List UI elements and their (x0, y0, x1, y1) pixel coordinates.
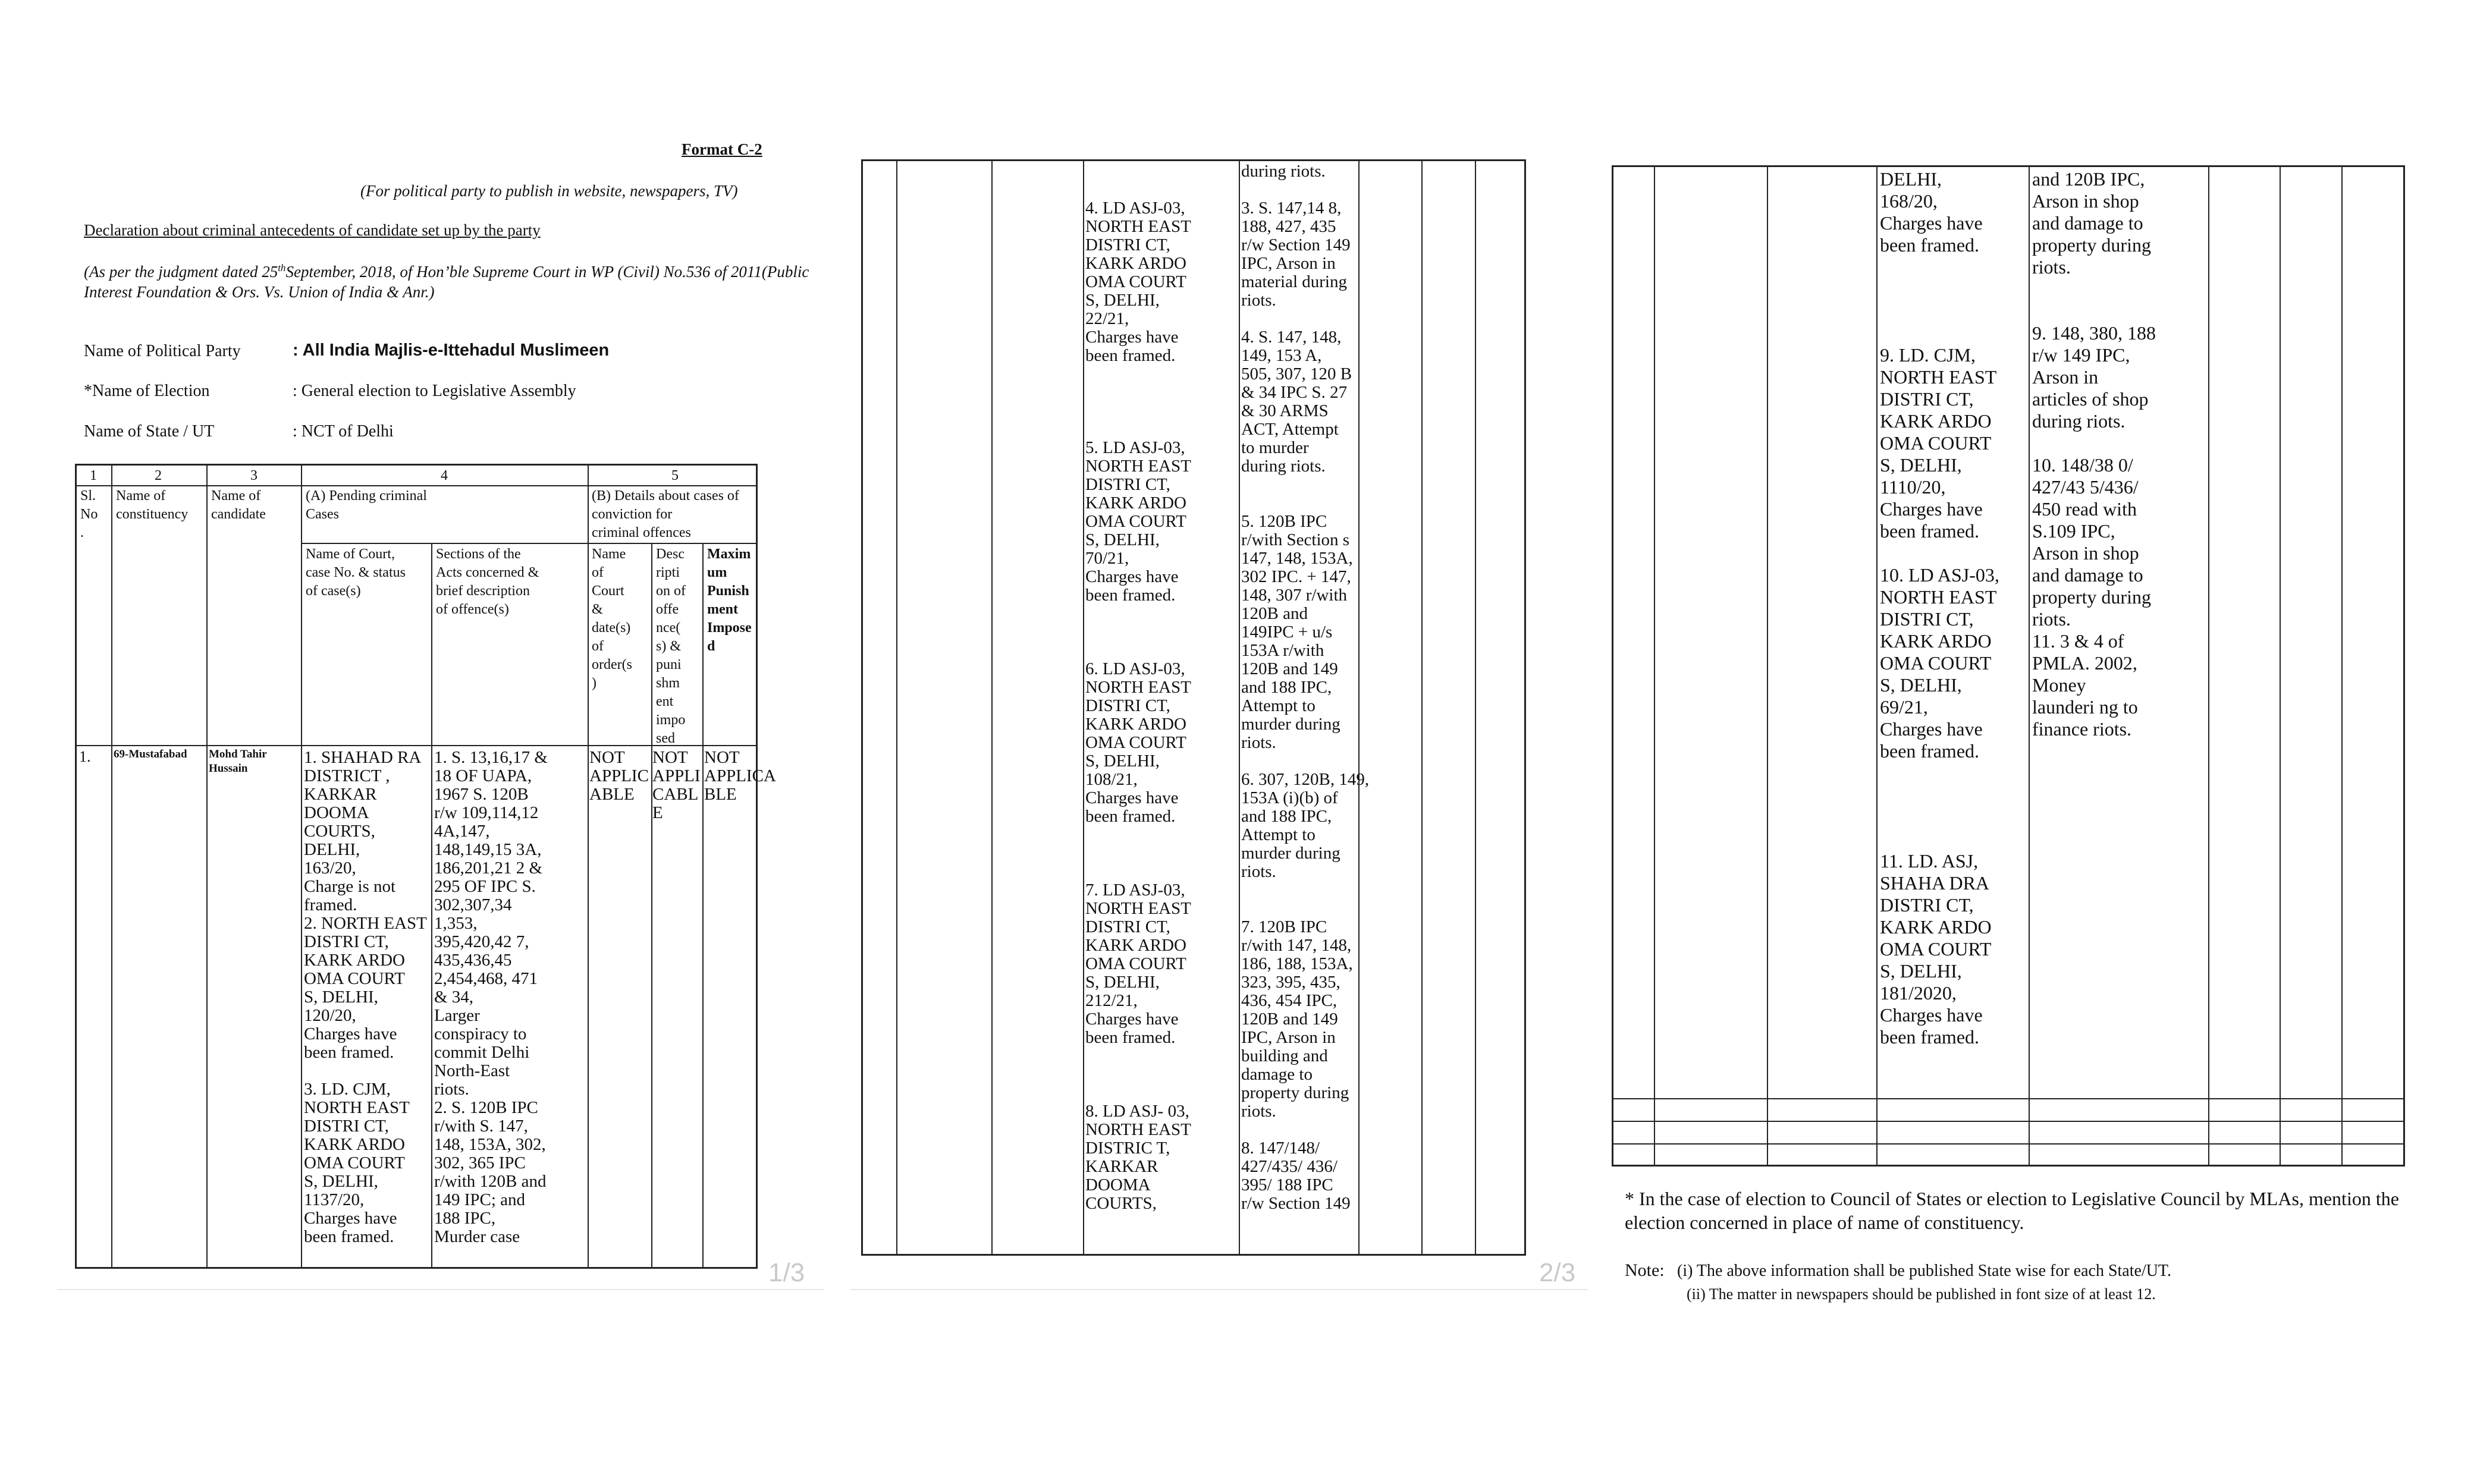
court-entries-2: 4. LD ASJ-03, NORTH EAST DISTRI CT, KARK ARDO OMA COURT S, DELHI, 22/21, Charges have been framed. 5. LD ASJ-03, NORTH EAST DISTRI CT, KARK ARDO OMA COURT S, DELHI, 70/21, Charges have been framed. 6. LD ASJ-03, NORTH EAST DISTRI CT, KARK ARDO OMA COURT S, DELHI, 108/21, Charges have been framed. 7. LD ASJ-03, NORTH EAST DISTRI CT, KARK ARDO OMA COURT S, DELHI, 212/21, Charges have been framed. 8. LD ASJ- 03, NORTH EAST DISTRIC T, KARKAR DOOMA COURTS, (1085, 199, 1191, 1213)
page-number-1: 1/3 (768, 1258, 805, 1287)
continued-table-page-3 (1612, 165, 2405, 1167)
header-court-name: Name of Court & date(s) of order(s ) (592, 546, 632, 691)
section-entries-2: during riots. 3. S. 147,14 8, 188, 427, 435 r/w Section 149 IPC, Arson in material during riots. 4. S. 147, 148, 149, 153 A, 505, 307, 120 B & 34 IPC S. 27 & 30 ARMS ACT, Attempt to murder during riots. 5. 120B IPC r/with Section s 147, 148, 153A, 302 IPC. + 147, 148, 307 r/with 120B and 149IPC + u/s 153A r/with 120B and 149 and 188 IPC, Attempt to murder during riots. 6. 307, 120B, 149, 153A (i)(b) of and 188 IPC, Attempt to murder during riots. 7. 120B IPC r/with 147, 148, 186, 188, 153A, 323, 395, 435, 436, 454 IPC, 120B and 149 IPC, Arson in building and damage to property during riots. 8. 147/148/ 427/435/ 436/ 395/ 188 IPC r/w Section 149 (1241, 162, 1370, 1213)
note-label: Note: (1625, 1260, 1665, 1280)
row-constituency: 69-Mustafabad (114, 748, 187, 760)
page-1 (57, 119, 830, 1308)
election-label: *Name of Election (84, 382, 210, 400)
header-constituency: Name of constituency (116, 488, 189, 522)
header-candidate: Name of candidate (211, 488, 266, 522)
judgment-pre: (As per the judgment dated 25 (84, 263, 278, 281)
court-entries-3: DELHI, 168/20, Charges have been framed. 9. LD. CJM, NORTH EAST DISTRI CT, KARK ARDO OMA COURT S, DELHI, 1110/20, Charges have been framed. 10. LD ASJ-03, NORTH EAST DISTRI CT, KARK ARDO OMA COURT S, DELHI, 69/21, Charges have been framed. 11. LD. ASJ, SHAHA DRA DISTRI CT, KARK ARDO OMA COURT S, DELHI, 181/2020, Charges have been framed. (1880, 168, 1999, 1048)
header-sl-no: Sl. No . (80, 488, 98, 540)
header-pending-cases: (A) Pending criminal Cases (306, 488, 427, 522)
section-entries-1: 1. S. 13,16,17 & 18 OF UAPA, 1967 S. 120B r/w 109,114,12 4A,147, 148,149,15 3A, 186,201,21 2 & 295 OF IPC S. 302,307,34 1,353, 395,420,42 7, 435,436,45 2,454,468, 471 & 34, Larger conspiracy to commit Delhi North-East riots. 2. S. 120B IPC r/with S. 147, 148, 153A, 302, 302, 365 IPC r/with 120B and 149 IPC; and 188 IPC, Murder case (434, 748, 548, 1246)
page-3 (1606, 119, 2438, 1308)
format-title: Format C-2 (682, 140, 762, 158)
note-2: (ii) The matter in newspapers should be published in font size of at least 12. (1687, 1285, 2156, 1303)
state-label: Name of State / UT (84, 422, 215, 441)
header-max-punishment: Maxim um Punish ment Impose d (707, 546, 752, 654)
court-entries-1: 1. SHAHAD RA DISTRICT , KARKAR DOOMA COURTS, DELHI, 163/20, Charge is not framed. 2. NORTH EAST DISTRI CT, KARK ARDO OMA COURT S, DELHI, 120/20, Charges have been framed. 3. LD. CJM, NORTH EAST DISTRI CT, KARK ARDO OMA COURT S, DELHI, 1137/20, Charges have been framed. (304, 748, 427, 1246)
election-value: : General election to Legislative Assembly (293, 382, 576, 400)
header-sections: Sections of the Acts concerned & brief description of offence(s) (436, 546, 539, 617)
row-sl-no: 1. (79, 748, 91, 765)
section-entries-3: and 120B IPC, Arson in shop and damage to property during riots. 9. 148, 380, 188 r/w 149 IPC, Arson in articles of shop during riots. 10. 148/38 0/ 427/43 5/436/ 450 read with S.109 IPC, Arson in shop and damage to property during riots. 11. 3 & 4 of PMLA. 2002, Money launderi ng to finance riots. (2032, 168, 2156, 740)
not-applicable-desc: NOT APPLI CABL E (652, 748, 701, 822)
publish-note: (For political party to publish in website, newspapers, TV) (360, 182, 738, 200)
col-number-5: 5 (671, 468, 679, 483)
header-description: Desc ripti on of offe nce( s) & puni shm ent impo sed (656, 546, 686, 746)
party-value: : All India Majlis-e-Ittehadul Muslimeen (293, 341, 610, 360)
judgment-post: September, 2018, of Hon’ble Supreme Court in WP (Civil) No.536 of 2011(Public Interest Foundation & Ors. Vs. Union of India & Anr.) (84, 263, 809, 301)
col-number-4: 4 (441, 468, 448, 483)
col-number-3: 3 (250, 468, 258, 483)
col-number-1: 1 (90, 468, 97, 483)
state-value: : NCT of Delhi (293, 422, 394, 441)
party-label: Name of Political Party (84, 342, 241, 360)
continued-table-page-2 (861, 159, 1526, 1256)
not-applicable-court: NOT APPLIC ABLE (589, 748, 649, 804)
criminal-antecedents-table (75, 464, 776, 1269)
row-candidate: Mohd Tahir Hussain (209, 748, 267, 775)
header-conviction: (B) Details about cases of conviction for criminal offences (592, 488, 739, 540)
col-number-2: 2 (155, 468, 162, 483)
declaration-heading: Declaration about criminal antecedents of candidate set up by the party (84, 221, 541, 239)
page-2 (850, 119, 1624, 1308)
page-number-2: 2/3 (1539, 1258, 1576, 1287)
header-court-case: Name of Court, case No. & status of case(s) (306, 546, 406, 599)
footnote: * In the case of election to Council of States or election to Legislative Council by MLAs, mention the election concerned in place of name of constituency. (1625, 1188, 2399, 1233)
judgment-reference (84, 258, 827, 302)
not-applicable-max: NOT APPLICA BLE (704, 748, 776, 804)
judgment-sup: th (278, 262, 286, 273)
note-1: (i) The above information shall be published State wise for each State/UT. (1677, 1262, 2171, 1280)
